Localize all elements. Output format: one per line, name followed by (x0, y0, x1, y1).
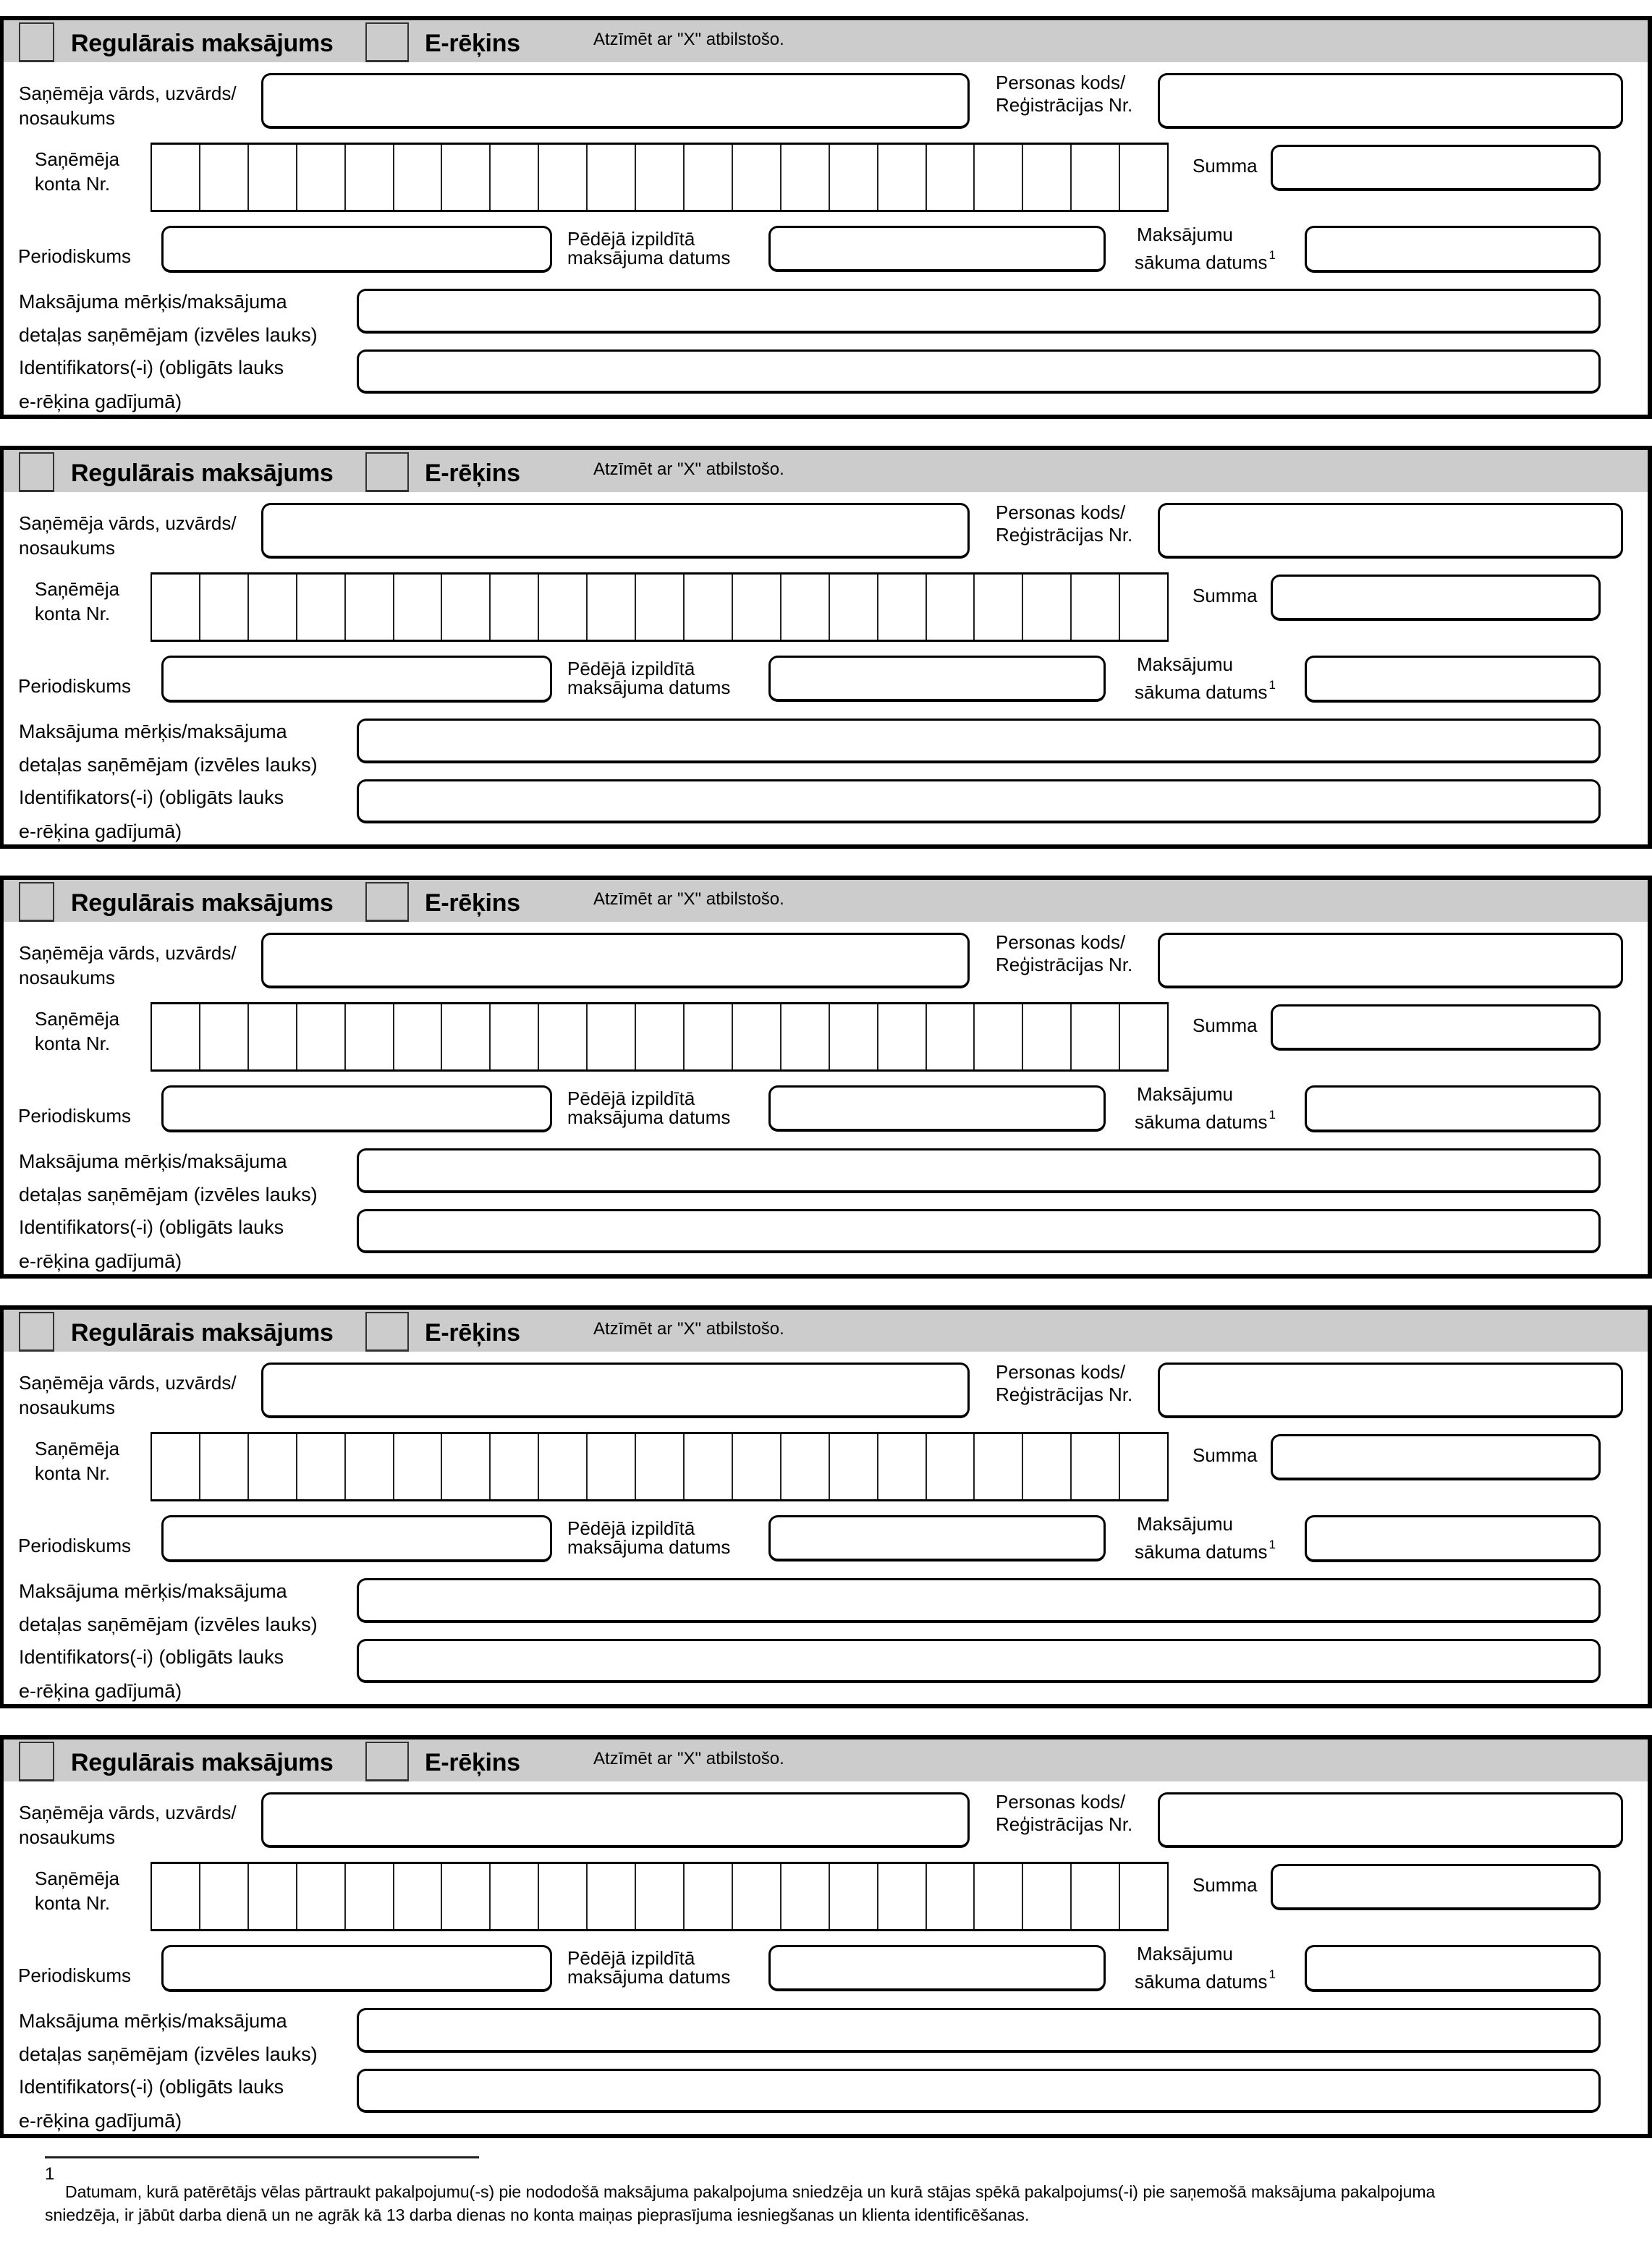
last-payment-date-label-line2: maksājuma datums (567, 677, 731, 698)
last-payment-date-label-line2: maksājuma datums (567, 1106, 731, 1128)
account-digit-cell[interactable] (830, 1864, 878, 1929)
account-digit-cell[interactable] (1072, 1004, 1120, 1069)
identifier-input[interactable] (357, 2069, 1601, 2113)
personal-code-label-line2: Reģistrācijas Nr. (996, 94, 1133, 116)
mark-hint: Atzīmēt ar "X" atbilstošo. (593, 459, 784, 479)
account-digit-cell[interactable] (588, 1864, 636, 1929)
einvoice-checkbox[interactable] (365, 22, 409, 62)
account-digit-cell[interactable] (588, 1004, 636, 1069)
amount-input[interactable] (1271, 1434, 1601, 1480)
account-digit-cell[interactable] (1072, 1864, 1120, 1929)
periodicity-label: Periodiskums (18, 1105, 132, 1127)
last-payment-date-label-line2: maksājuma datums (567, 1966, 731, 1988)
regular-payment-checkbox[interactable] (19, 882, 54, 922)
account-number-grid[interactable] (151, 1002, 1169, 1072)
account-digit-cell[interactable] (152, 145, 200, 210)
last-payment-date-label-line1: Pēdējā izpildītā (567, 228, 695, 250)
account-digit-cell[interactable] (249, 1864, 297, 1929)
account-digit-cell[interactable] (830, 1004, 878, 1069)
account-digit-cell[interactable] (346, 1864, 394, 1929)
payment-form-panel-1 (0, 16, 1652, 419)
recipient-name-input[interactable] (261, 73, 970, 129)
start-date-label-line2 (1135, 1536, 1276, 1564)
purpose-label-line1: Maksājuma mērķis/maksājuma (19, 721, 287, 742)
personal-code-label-line1: Personas kods/ (996, 1361, 1126, 1383)
account-label-line2: konta Nr. (35, 603, 111, 624)
account-digit-cell[interactable] (781, 145, 830, 210)
identifier-label-line1: Identifikators(-i) (obligāts lauks (19, 787, 284, 808)
regular-payment-checkbox[interactable] (19, 452, 54, 492)
identifier-input[interactable] (357, 1209, 1601, 1253)
start-date-label-line2 (1135, 247, 1276, 274)
account-digit-cell[interactable] (200, 1004, 249, 1069)
account-digit-cell[interactable] (394, 1434, 443, 1499)
account-digit-cell[interactable] (588, 145, 636, 210)
periodicity-label: Periodiskums (18, 675, 132, 697)
amount-input[interactable] (1271, 1864, 1601, 1910)
account-digit-cell[interactable] (1072, 575, 1120, 640)
start-date-input[interactable] (1305, 1085, 1601, 1132)
mark-hint: Atzīmēt ar "X" atbilstošo. (593, 1749, 784, 1768)
purpose-label-line1: Maksājuma mērķis/maksājuma (19, 1580, 287, 1602)
account-digit-cell[interactable] (1120, 1864, 1167, 1929)
account-digit-cell[interactable] (588, 575, 636, 640)
periodicity-input[interactable] (161, 1515, 552, 1562)
account-digit-cell[interactable] (346, 1434, 394, 1499)
account-digit-cell[interactable] (636, 1004, 685, 1069)
periodicity-input[interactable] (161, 1085, 552, 1132)
recipient-name-input[interactable] (261, 933, 970, 988)
amount-input[interactable] (1271, 1004, 1601, 1051)
account-digit-cell[interactable] (733, 575, 781, 640)
personal-code-input[interactable] (1158, 933, 1623, 988)
identifier-label-line2: e-rēķina gadījumā) (19, 821, 182, 842)
purpose-label-line2: detaļas saņēmējam (izvēles lauks) (19, 1184, 318, 1205)
last-payment-date-input[interactable] (768, 1945, 1106, 1991)
account-digit-cell[interactable] (685, 145, 733, 210)
account-digit-cell[interactable] (297, 575, 346, 640)
start-date-label-line1: Maksājumu (1137, 1943, 1233, 1965)
account-digit-cell[interactable] (927, 1434, 975, 1499)
account-digit-cell[interactable] (975, 145, 1023, 210)
recipient-name-label-line2: nosaukums (19, 967, 115, 988)
identifier-input[interactable] (357, 779, 1601, 823)
account-digit-cell[interactable] (685, 1434, 733, 1499)
account-digit-cell[interactable] (636, 1864, 685, 1929)
account-digit-cell[interactable] (733, 1864, 781, 1929)
start-date-label-text: sākuma datums (1135, 1541, 1268, 1563)
last-payment-date-label-line1: Pēdējā izpildītā (567, 658, 695, 679)
personal-code-label-line2: Reģistrācijas Nr. (996, 954, 1133, 975)
account-digit-cell[interactable] (442, 1434, 491, 1499)
account-number-grid[interactable] (151, 143, 1169, 212)
amount-label: Summa (1193, 155, 1258, 177)
periodicity-input[interactable] (161, 226, 552, 273)
account-digit-cell[interactable] (346, 575, 394, 640)
recipient-name-label-line1: Saņēmēja vārds, uzvārds/ (19, 1802, 237, 1823)
start-date-label-line1: Maksājumu (1137, 1083, 1233, 1105)
account-digit-cell[interactable] (249, 1004, 297, 1069)
personal-code-label-line2: Reģistrācijas Nr. (996, 1813, 1133, 1835)
purpose-label-line2: detaļas saņēmējam (izvēles lauks) (19, 324, 318, 346)
account-digit-cell[interactable] (200, 1434, 249, 1499)
account-digit-cell[interactable] (346, 1004, 394, 1069)
personal-code-label-line1: Personas kods/ (996, 931, 1126, 953)
account-label-line2: konta Nr. (35, 173, 111, 195)
regular-payment-checkbox[interactable] (19, 1742, 54, 1781)
account-digit-cell[interactable] (491, 1864, 539, 1929)
account-digit-cell[interactable] (442, 145, 491, 210)
einvoice-checkbox[interactable] (365, 1312, 409, 1352)
footnote-number: 1 (45, 2164, 55, 2184)
account-digit-cell[interactable] (442, 1004, 491, 1069)
personal-code-label-line1: Personas kods/ (996, 72, 1126, 93)
identifier-label-line2: e-rēķina gadījumā) (19, 391, 182, 412)
account-label-line2: konta Nr. (35, 1033, 111, 1054)
account-digit-cell[interactable] (539, 1434, 588, 1499)
account-label-line1: Saņēmēja (35, 1008, 120, 1030)
einvoice-label: E-rēķins (425, 459, 520, 487)
start-date-label-line1: Maksājumu (1137, 224, 1233, 245)
einvoice-label: E-rēķins (425, 1319, 520, 1347)
purpose-input[interactable] (357, 289, 1601, 334)
last-payment-date-input[interactable] (768, 656, 1106, 702)
recipient-name-label-line2: nosaukums (19, 537, 115, 559)
account-digit-cell[interactable] (878, 145, 927, 210)
account-digit-cell[interactable] (200, 1864, 249, 1929)
regular-payment-label: Regulārais maksājums (71, 889, 334, 917)
account-digit-cell[interactable] (1023, 575, 1072, 640)
payment-form-panel-5 (0, 1735, 1652, 2138)
footnote-text-line2: sniedzēja, ir jābūt darba dienā un ne agrāk kā 13 darba dienas no konta maiņas pieprasījuma iesniegšanas un klienta identificēšanas. (45, 2205, 1030, 2224)
recipient-name-input[interactable] (261, 503, 970, 559)
personal-code-label-line2: Reģistrācijas Nr. (996, 1383, 1133, 1405)
account-digit-cell[interactable] (830, 1434, 878, 1499)
recipient-name-label-line1: Saņēmēja vārds, uzvārds/ (19, 82, 237, 104)
account-digit-cell[interactable] (781, 575, 830, 640)
einvoice-label: E-rēķins (425, 889, 520, 917)
account-digit-cell[interactable] (927, 1864, 975, 1929)
personal-code-label-line2: Reģistrācijas Nr. (996, 524, 1133, 546)
account-digit-cell[interactable] (491, 1434, 539, 1499)
einvoice-label: E-rēķins (425, 30, 520, 57)
start-date-label-line2 (1135, 1966, 1276, 1993)
regular-payment-checkbox[interactable] (19, 1312, 54, 1352)
amount-label: Summa (1193, 1014, 1258, 1036)
account-digit-cell[interactable] (394, 575, 443, 640)
purpose-label-line2: detaļas saņēmējam (izvēles lauks) (19, 2043, 318, 2065)
account-digit-cell[interactable] (1023, 1004, 1072, 1069)
account-digit-cell[interactable] (200, 145, 249, 210)
personal-code-input[interactable] (1158, 503, 1623, 559)
amount-label: Summa (1193, 1874, 1258, 1896)
amount-input[interactable] (1271, 575, 1601, 621)
footnote-ref: 1 (1268, 248, 1276, 262)
account-digit-cell[interactable] (1023, 1864, 1072, 1929)
account-digit-cell[interactable] (636, 145, 685, 210)
account-digit-cell[interactable] (733, 145, 781, 210)
account-digit-cell[interactable] (249, 1434, 297, 1499)
einvoice-checkbox[interactable] (365, 1742, 409, 1781)
periodicity-input[interactable] (161, 656, 552, 703)
account-digit-cell[interactable] (975, 1434, 1023, 1499)
purpose-label-line2: detaļas saņēmējam (izvēles lauks) (19, 1614, 318, 1635)
recipient-name-label-line2: nosaukums (19, 1397, 115, 1418)
recipient-name-input[interactable] (261, 1792, 970, 1848)
regular-payment-label: Regulārais maksājums (71, 30, 334, 57)
mark-hint: Atzīmēt ar "X" atbilstošo. (593, 30, 784, 49)
account-digit-cell[interactable] (878, 1434, 927, 1499)
start-date-label-line1: Maksājumu (1137, 653, 1233, 675)
last-payment-date-input[interactable] (768, 226, 1106, 272)
identifier-label-line1: Identifikators(-i) (obligāts lauks (19, 1216, 284, 1238)
account-digit-cell[interactable] (1120, 575, 1167, 640)
start-date-label-text: sākuma datums (1135, 681, 1268, 703)
account-digit-cell[interactable] (346, 145, 394, 210)
footnote-text-line1: Datumam, kurā patērētājs vēlas pārtraukt pakalpojumu(-s) pie nododošā maksājuma pakalpojuma sniedzēja un kurā stājas spēkā pakalpojums(-i) pie saņemošā maksājuma pakalpojuma (65, 2182, 1436, 2201)
account-digit-cell[interactable] (927, 145, 975, 210)
periodicity-label: Periodiskums (18, 245, 132, 267)
start-date-label-line1: Maksājumu (1137, 1513, 1233, 1535)
account-digit-cell[interactable] (830, 575, 878, 640)
regular-payment-label: Regulārais maksājums (71, 1319, 334, 1347)
payment-form-panel-4 (0, 1305, 1652, 1708)
account-digit-cell[interactable] (152, 1864, 200, 1929)
account-digit-cell[interactable] (491, 145, 539, 210)
payment-form-panel-3 (0, 876, 1652, 1279)
account-digit-cell[interactable] (975, 575, 1023, 640)
account-digit-cell[interactable] (394, 1864, 443, 1929)
last-payment-date-label-line1: Pēdējā izpildītā (567, 1517, 695, 1539)
purpose-input[interactable] (357, 1578, 1601, 1623)
identifier-label-line1: Identifikators(-i) (obligāts lauks (19, 2076, 284, 2098)
start-date-label-line2 (1135, 1106, 1276, 1134)
periodicity-label: Periodiskums (18, 1965, 132, 1986)
purpose-label-line1: Maksājuma mērķis/maksājuma (19, 1150, 287, 1172)
account-digit-cell[interactable] (297, 1434, 346, 1499)
last-payment-date-label-line2: maksājuma datums (567, 1536, 731, 1558)
regular-payment-label: Regulārais maksājums (71, 459, 334, 487)
footnote-ref: 1 (1268, 1538, 1276, 1551)
start-date-input[interactable] (1305, 656, 1601, 703)
purpose-input[interactable] (357, 1148, 1601, 1193)
identifier-label-line1: Identifikators(-i) (obligāts lauks (19, 357, 284, 378)
personal-code-input[interactable] (1158, 1363, 1623, 1418)
account-digit-cell[interactable] (685, 1864, 733, 1929)
account-digit-cell[interactable] (152, 575, 200, 640)
account-digit-cell[interactable] (297, 1004, 346, 1069)
account-label-line1: Saņēmēja (35, 148, 120, 170)
account-digit-cell[interactable] (491, 575, 539, 640)
account-digit-cell[interactable] (636, 1434, 685, 1499)
purpose-input[interactable] (357, 719, 1601, 763)
start-date-label-text: sākuma datums (1135, 1970, 1268, 1993)
account-digit-cell[interactable] (733, 1004, 781, 1069)
account-label-line2: konta Nr. (35, 1892, 111, 1914)
regular-payment-checkbox[interactable] (19, 22, 54, 62)
account-digit-cell[interactable] (927, 1004, 975, 1069)
account-digit-cell[interactable] (685, 1004, 733, 1069)
account-digit-cell[interactable] (539, 145, 588, 210)
last-payment-date-input[interactable] (768, 1515, 1106, 1561)
account-number-grid[interactable] (151, 1432, 1169, 1501)
last-payment-date-label-line1: Pēdējā izpildītā (567, 1947, 695, 1969)
account-digit-cell[interactable] (878, 575, 927, 640)
account-digit-cell[interactable] (442, 575, 491, 640)
account-digit-cell[interactable] (1120, 145, 1167, 210)
personal-code-label-line1: Personas kods/ (996, 501, 1126, 523)
account-digit-cell[interactable] (249, 145, 297, 210)
start-date-input[interactable] (1305, 1945, 1601, 1992)
start-date-label-line2 (1135, 677, 1276, 704)
last-payment-date-label-line2: maksājuma datums (567, 247, 731, 268)
account-digit-cell[interactable] (491, 1004, 539, 1069)
einvoice-checkbox[interactable] (365, 882, 409, 922)
footnote-ref: 1 (1268, 678, 1276, 692)
account-digit-cell[interactable] (1120, 1004, 1167, 1069)
account-digit-cell[interactable] (200, 575, 249, 640)
account-digit-cell[interactable] (249, 575, 297, 640)
recipient-name-label-line2: nosaukums (19, 1826, 115, 1848)
personal-code-input[interactable] (1158, 73, 1623, 129)
footnote-ref: 1 (1268, 1967, 1276, 1981)
account-digit-cell[interactable] (1072, 145, 1120, 210)
last-payment-date-label-line1: Pēdējā izpildītā (567, 1088, 695, 1109)
einvoice-checkbox[interactable] (365, 452, 409, 492)
account-digit-cell[interactable] (1072, 1434, 1120, 1499)
identifier-label-line2: e-rēķina gadījumā) (19, 2110, 182, 2132)
recipient-name-input[interactable] (261, 1363, 970, 1418)
recipient-name-label-line1: Saņēmēja vārds, uzvārds/ (19, 942, 237, 964)
regular-payment-label: Regulārais maksājums (71, 1749, 334, 1776)
start-date-label-text: sākuma datums (1135, 251, 1268, 274)
purpose-input[interactable] (357, 2008, 1601, 2053)
account-number-grid[interactable] (151, 1862, 1169, 1931)
purpose-label-line2: detaļas saņēmējam (izvēles lauks) (19, 754, 318, 776)
account-digit-cell[interactable] (539, 1864, 588, 1929)
account-digit-cell[interactable] (394, 1004, 443, 1069)
einvoice-label: E-rēķins (425, 1749, 520, 1776)
account-digit-cell[interactable] (1023, 1434, 1072, 1499)
account-digit-cell[interactable] (394, 145, 443, 210)
account-digit-cell[interactable] (539, 575, 588, 640)
start-date-input[interactable] (1305, 226, 1601, 273)
amount-input[interactable] (1271, 145, 1601, 191)
amount-label: Summa (1193, 1444, 1258, 1466)
account-digit-cell[interactable] (781, 1864, 830, 1929)
payment-form-panel-2 (0, 446, 1652, 849)
start-date-input[interactable] (1305, 1515, 1601, 1562)
account-label-line1: Saņēmēja (35, 1868, 120, 1889)
recipient-name-label-line1: Saņēmēja vārds, uzvārds/ (19, 1372, 237, 1394)
account-digit-cell[interactable] (685, 575, 733, 640)
mark-hint: Atzīmēt ar "X" atbilstošo. (593, 1319, 784, 1339)
last-payment-date-input[interactable] (768, 1085, 1106, 1132)
account-label-line1: Saņēmēja (35, 578, 120, 600)
personal-code-input[interactable] (1158, 1792, 1623, 1848)
account-digit-cell[interactable] (152, 1434, 200, 1499)
account-digit-cell[interactable] (636, 575, 685, 640)
recipient-name-label-line2: nosaukums (19, 107, 115, 129)
account-digit-cell[interactable] (975, 1864, 1023, 1929)
footnote-ref: 1 (1268, 1108, 1276, 1122)
account-digit-cell[interactable] (975, 1004, 1023, 1069)
account-digit-cell[interactable] (1023, 145, 1072, 210)
start-date-label-text: sākuma datums (1135, 1111, 1268, 1133)
account-digit-cell[interactable] (878, 1004, 927, 1069)
identifier-label-line2: e-rēķina gadījumā) (19, 1680, 182, 1702)
personal-code-label-line1: Personas kods/ (996, 1791, 1126, 1813)
account-label-line2: konta Nr. (35, 1462, 111, 1484)
account-digit-cell[interactable] (297, 1864, 346, 1929)
identifier-input[interactable] (357, 349, 1601, 394)
identifier-label-line1: Identifikators(-i) (obligāts lauks (19, 1646, 284, 1668)
identifier-label-line2: e-rēķina gadījumā) (19, 1250, 182, 1272)
purpose-label-line1: Maksājuma mērķis/maksājuma (19, 291, 287, 313)
account-digit-cell[interactable] (781, 1004, 830, 1069)
purpose-label-line1: Maksājuma mērķis/maksājuma (19, 2010, 287, 2032)
mark-hint: Atzīmēt ar "X" atbilstošo. (593, 889, 784, 909)
amount-label: Summa (1193, 585, 1258, 606)
account-digit-cell[interactable] (539, 1004, 588, 1069)
account-digit-cell[interactable] (830, 145, 878, 210)
account-digit-cell[interactable] (927, 575, 975, 640)
account-digit-cell[interactable] (781, 1434, 830, 1499)
recipient-name-label-line1: Saņēmēja vārds, uzvārds/ (19, 512, 237, 534)
account-digit-cell[interactable] (878, 1864, 927, 1929)
identifier-input[interactable] (357, 1639, 1601, 1683)
periodicity-input[interactable] (161, 1945, 552, 1992)
account-digit-cell[interactable] (442, 1864, 491, 1929)
account-digit-cell[interactable] (1120, 1434, 1167, 1499)
periodicity-label: Periodiskums (18, 1535, 132, 1556)
account-digit-cell[interactable] (152, 1004, 200, 1069)
account-label-line1: Saņēmēja (35, 1438, 120, 1459)
account-number-grid[interactable] (151, 572, 1169, 642)
footnote-divider (45, 2156, 479, 2158)
account-digit-cell[interactable] (733, 1434, 781, 1499)
account-digit-cell[interactable] (297, 145, 346, 210)
account-digit-cell[interactable] (588, 1434, 636, 1499)
